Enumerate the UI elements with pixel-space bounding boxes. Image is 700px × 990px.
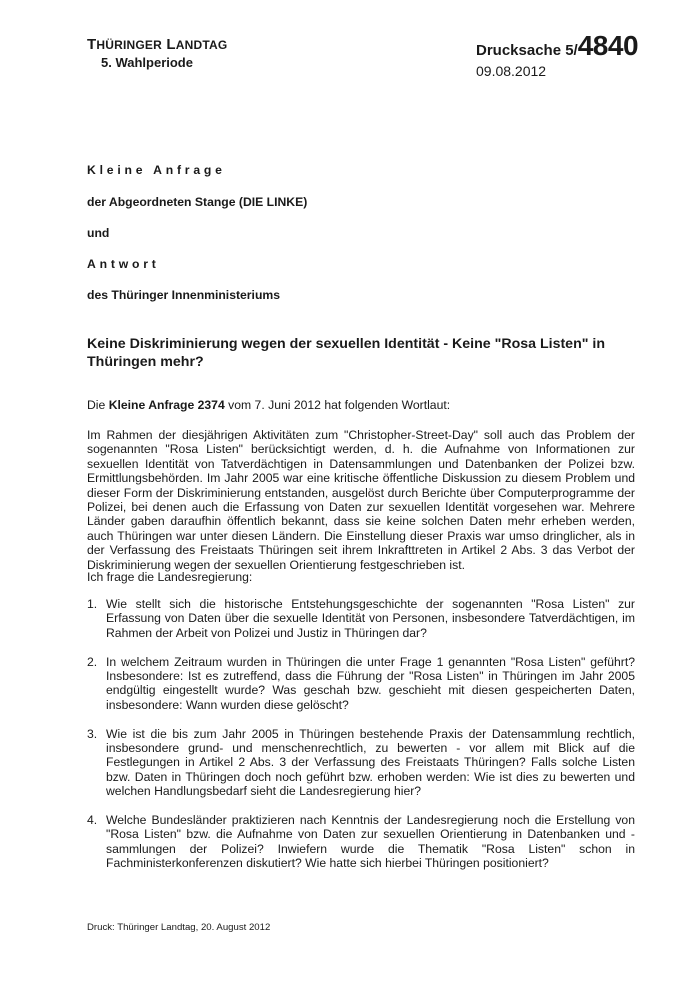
header-organization [87, 36, 227, 72]
question-number: 4. [87, 813, 98, 828]
lead-suffix: vom 7. Juni 2012 hat folgenden Wortlaut: [224, 398, 451, 412]
und-line: und [87, 226, 110, 240]
drucksache-label: Drucksache 5/ [476, 42, 578, 59]
org-initial-2: L [166, 36, 176, 53]
election-period: 5. Wahlperiode [101, 55, 193, 70]
header-document-info [476, 32, 638, 79]
drucksache-line [476, 32, 638, 65]
document-date: 09.08.2012 [476, 63, 547, 79]
antwort-heading: Antwort [87, 257, 160, 271]
question-number: 1. [87, 597, 98, 611]
body-paragraph: Im Rahmen der diesjährigen Aktivitäten zum "Christopher-Street-Day" soll auch das Problem der sogenannten "Rosa Listen" berücksichtigt werden, d. h. die Aufnahme von Informationen zur sexuellen Identität von Tatverdächtigen in Datensammlungen und Datenbanken der Polizei bzw. Ermittlungsbehörden. Im Jahr 2005 war eine kritische öffentliche Diskussion zu diesem Problem und dieser Form der Diskriminierung entstanden, ausgelöst durch Berichte über Computerprogramme der Polizei, bei denen auch die Erfassung von Daten zur sexuellen Identität vorgesehen war. Mehrere Länder gaben daraufhin öffentlich bekannt, dass sie keine solchen Daten mehr erheben werden, auch Thüringen war unter diesen Ländern. Die Einstellung dieser Praxis war umso dringlicher, als in der Verfassung des Freistaats Thüringen seit ihrem Inkrafttreten in Artikel 2 Abs. 3 das Verbot der Diskriminierung wegen der sexuellen Orientierung festgeschrieben ist. [87, 428, 635, 572]
question-item [87, 813, 635, 871]
question-item [87, 727, 635, 799]
abgeordneter-line: der Abgeordneten Stange (DIE LINKE) [87, 195, 308, 209]
lead-sentence [87, 398, 635, 412]
lead-prefix: Die [87, 398, 109, 412]
question-list [87, 597, 635, 885]
question-text: Welche Bundesländer praktizieren nach Kenntnis der Landesregierung noch die Erstellung von "Rosa Listen" bzw. die Aufnahme von Daten zur sexuellen Orientierung in Datenbanken und -sammlungen der Polizei? Inwiefern wurde die Thematik "Rosa Listen" schon in Fachministerkonferenzen diskutiert? Wie hatte sich hierbei Thüringen positioniert? [106, 813, 635, 871]
question-text: In welchem Zeitraum wurden in Thüringen die unter Frage 1 genannten "Rosa Listen" geführt? Insbesondere: Ist es zutreffend, dass die Führung der "Rosa Listen" in Thüringen im Jahr 2005 endgültig eingestellt wurde? Was geschah bzw. geschieht mit diesen gespeicherten Daten, insbesondere: Wann wurden diese gelöscht? [106, 654, 635, 712]
org-initial-1: T [87, 36, 97, 53]
kleine-anfrage-heading: Kleine Anfrage [87, 163, 226, 177]
question-intro: Ich frage die Landesregierung: [87, 570, 253, 584]
drucksache-number: 4840 [577, 30, 639, 61]
lead-anfrage-ref: Kleine Anfrage 2374 [108, 398, 225, 412]
question-item [87, 655, 635, 713]
organization-name [87, 36, 227, 54]
question-item [87, 597, 635, 640]
org-word-2: ANDTAG [175, 38, 228, 52]
question-number: 3. [87, 726, 98, 741]
question-text: Wie ist die bis zum Jahr 2005 in Thüringen bestehende Praxis der Datensammlung rechtlich, insbesondere grund- und menschenrechtlich, zu bewerten - vor allem mit Blick auf die Festlegungen in Artikel 2 Abs. 3 der Verfassung des Freistaats Thüringen? Falls solche Listen bzw. Daten in Thüringen doch noch geführt bzw. erhoben werden: Wie ist dies zu bewerten und welchen Handlungsbedarf sieht die Landesregierung hier? [106, 726, 635, 799]
question-number: 2. [87, 654, 98, 669]
org-word-1: HÜRINGER [96, 38, 162, 52]
question-text: Wie stellt sich die historische Entstehungsgeschichte der sogenannten "Rosa Listen" zur Erfassung von Daten über die sexuelle Identität von Personen, insbesondere Tatverdächtigen, im Rahmen der Arbeit von Polizei und Justiz in Thüringen dar? [106, 597, 635, 640]
ministerium-line: des Thüringer Innenministeriums [87, 288, 281, 302]
document-title: Keine Diskriminierung wegen der sexuellen Identität - Keine "Rosa Listen" in Thüringen mehr? [87, 336, 606, 370]
print-footer: Druck: Thüringer Landtag, 20. August 2012 [87, 922, 271, 933]
